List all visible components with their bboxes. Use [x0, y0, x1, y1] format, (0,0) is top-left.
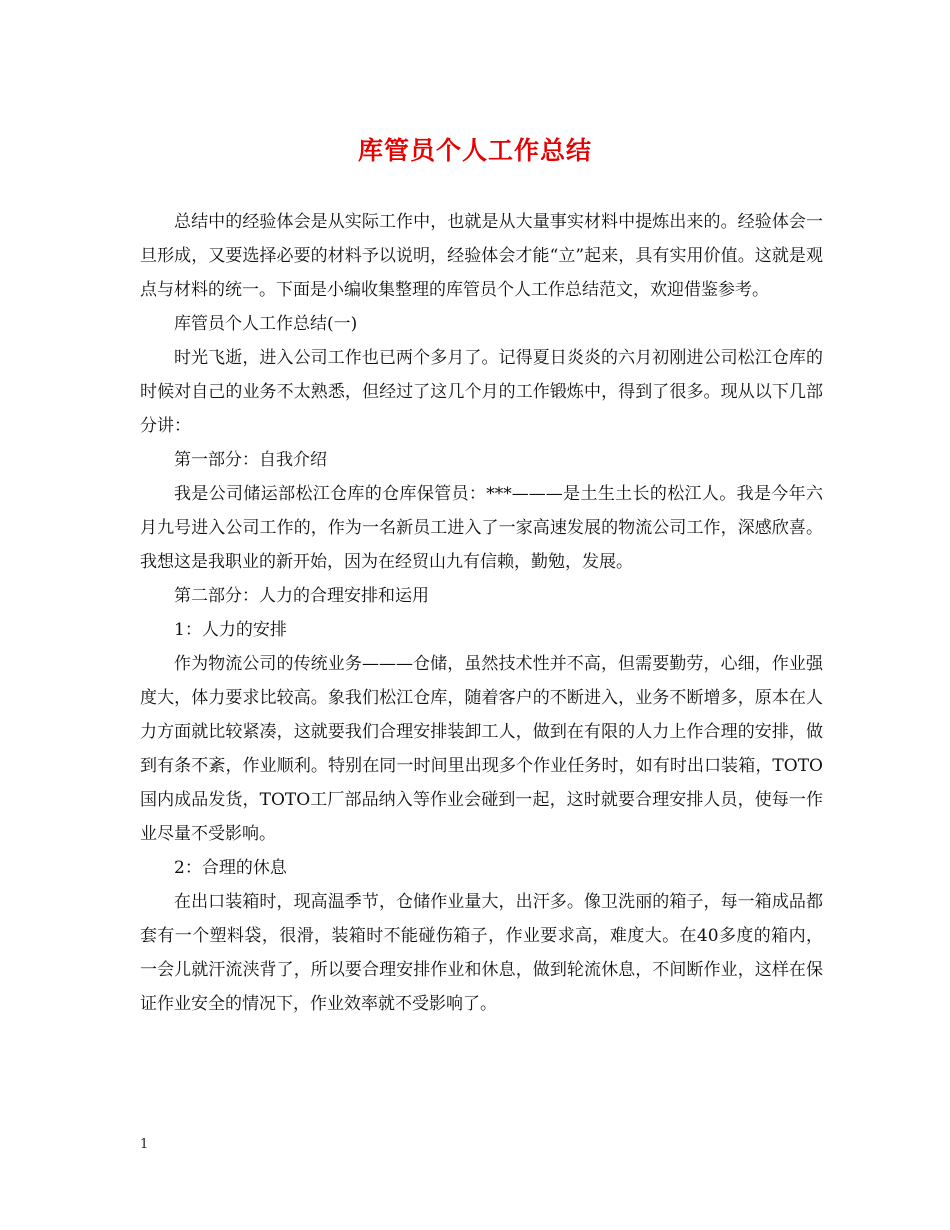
part-heading: 第二部分：人力的合理安排和运用 [174, 586, 429, 606]
body-paragraph: 我是公司储运部松江仓库的仓库保管员：***———是土生土长的松江人。我是今年六月九号进入公司工作的，作为一名新员工进入了一家高速发展的物流公司工作，深感欣喜。我想这是我职业的新开始，因为在经贸山九有信赖，勤勉，发展。 [140, 484, 823, 572]
body-paragraph: 在出口装箱时，现高温季节，仓储作业量大，出汗多。像卫洗丽的箱子，每一箱成品都套有一个塑料袋，很滑，装箱时不能碰伤箱子，作业要求高，难度大。在40多度的箱内，一会儿就汗流浃背了，所以要合理安排作业和休息，做到轮流休息，不间断作业，这样在保证作业安全的情况下，作业效率就不受影响了。 [140, 892, 823, 1014]
document-body [140, 205, 823, 1021]
part-heading: 第一部分：自我介绍 [174, 450, 327, 470]
document-title: 库管员个人工作总结 [357, 136, 592, 165]
body-paragraph: 作为物流公司的传统业务———仓储，虽然技术性并不高，但需要勤劳，心细，作业强度大，体力要求比较高。象我们松江仓库，随着客户的不断进入，业务不断增多，原本在人力方面就比较紧凑，这就要我们合理安排装卸工人，做到在有限的人力上作合理的安排，做到有条不紊，作业顺利。特别在同一时间里出现多个作业任务时，如有时出口装箱，TOTO国内成品发货，TOTO工厂部品纳入等作业会碰到一起，这时就要合理安排人员，使每一作业尽量不受影响。 [140, 654, 823, 844]
section-heading: 库管员个人工作总结(一) [174, 314, 358, 334]
subheading: 1：人力的安排 [174, 620, 287, 640]
page-number: 1 [140, 1137, 149, 1152]
body-paragraph: 时光飞逝，进入公司工作也已两个多月了。记得夏日炎炎的六月初刚进公司松江仓库的时候对自己的业务不太熟悉，但经过了这几个月的工作锻炼中，得到了很多。现从以下几部分讲： [140, 348, 823, 436]
intro-paragraph: 总结中的经验体会是从实际工作中，也就是从大量事实材料中提炼出来的。经验体会一旦形成，又要选择必要的材料予以说明，经验体会才能“立”起来，具有实用价值。这就是观点与材料的统一。下面是小编收集整理的库管员个人工作总结范文，欢迎借鉴参考。 [140, 212, 823, 300]
subheading: 2：合理的休息 [174, 858, 287, 878]
